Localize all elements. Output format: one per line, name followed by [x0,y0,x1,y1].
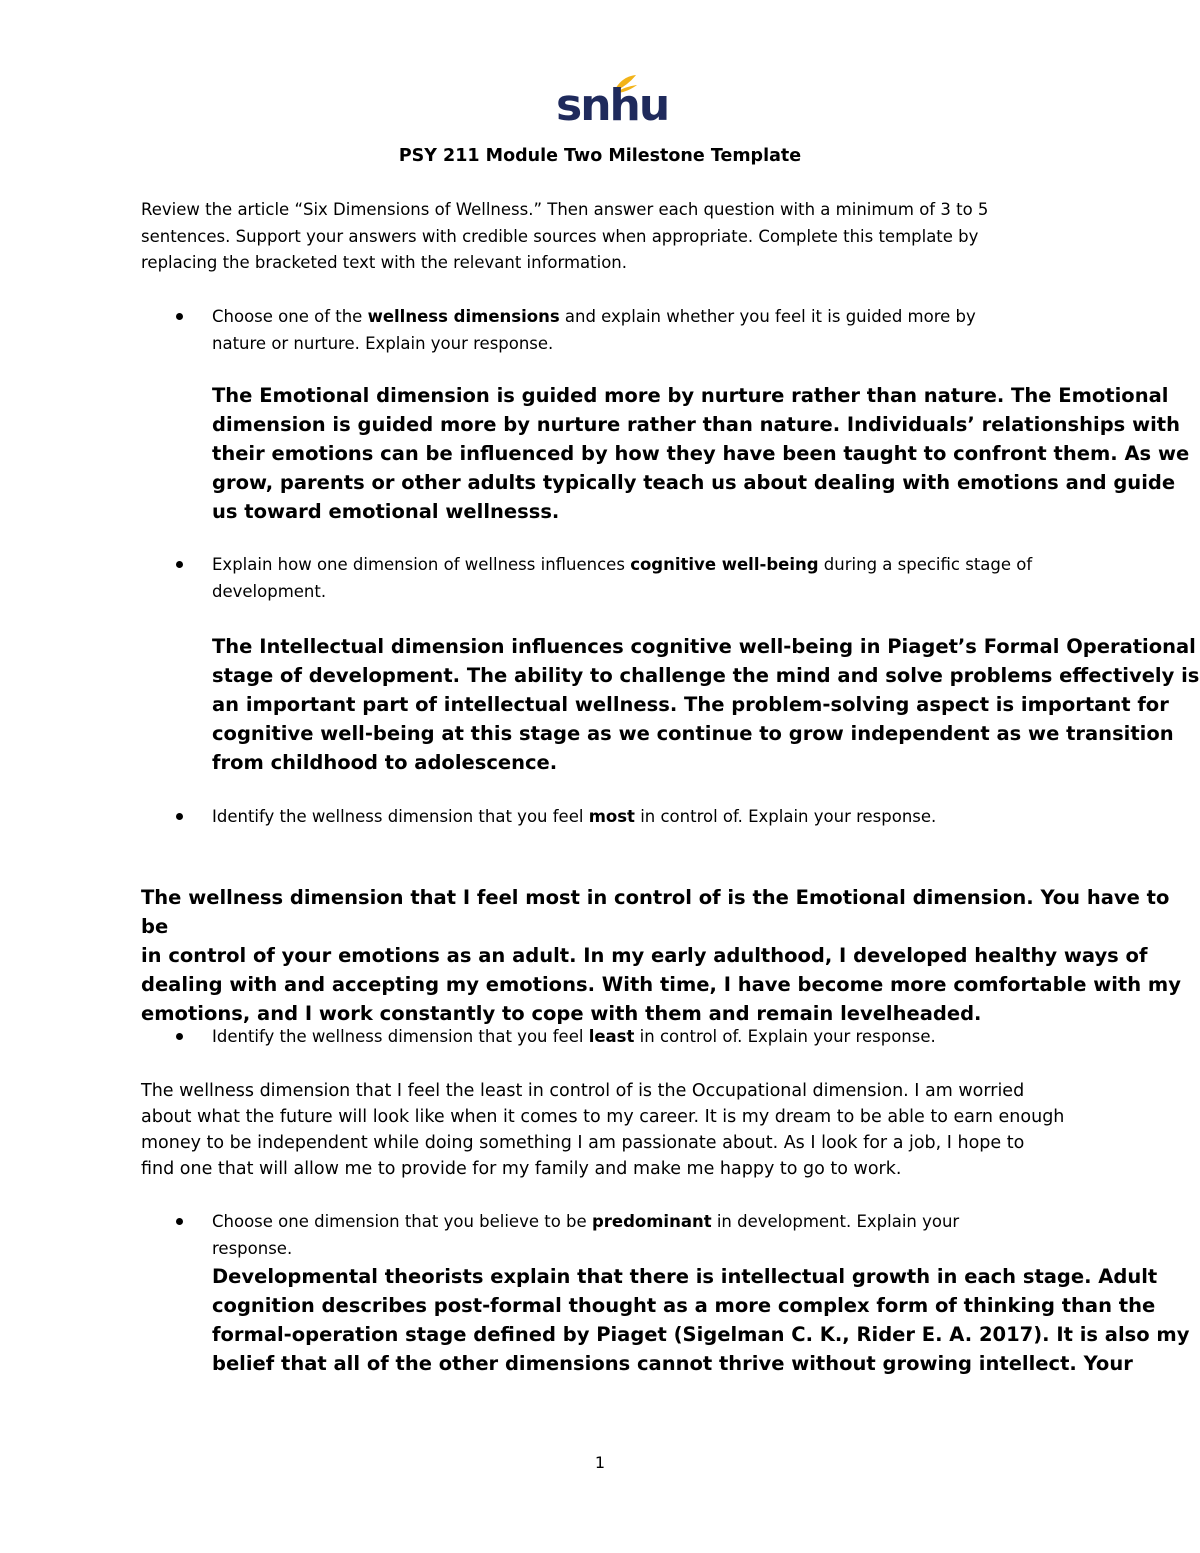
question-line: Choose one dimension that you believe to be predominant in development. Explain your [212,1212,960,1231]
answer-line: cognitive well-being at this stage as we continue to grow independent as we transition [212,722,1174,745]
answer-5 [212,1262,1189,1378]
answer-line: an important part of intellectual wellness. The problem-solving aspect is important for [212,693,1169,716]
question-line: development. [212,581,327,601]
question-line: Identify the wellness dimension that you feel most in control of. Explain your response. [212,807,937,826]
answer-line: dimension is guided more by nurture rather than nature. Individuals’ relationships with [212,413,1180,436]
answer-line: stage of development. The ability to challenge the mind and solve problems effectively is [212,664,1200,687]
answer-line: their emotions can be influenced by how they have been taught to confront them. As we [212,442,1190,465]
answer-line: find one that will allow me to provide for my family and make me happy to go to work. [141,1159,902,1179]
question-line: Explain how one dimension of wellness influences cognitive well-being during a specific stage of [212,555,1033,574]
answer-2 [212,632,1199,777]
question-1 [212,304,976,357]
intro-line: Review the article “Six Dimensions of Wellness.” Then answer each question with a minimum of 3 to 5 [141,200,989,219]
answer-line: dealing with and accepting my emotions. With time, I have become more comfortable with my [141,973,1181,996]
answer-line: The Intellectual dimension influences cognitive well-being in Piaget’s Formal Operational [212,635,1196,658]
bullet-icon [176,813,183,820]
answer-line: money to be independent while doing something I am passionate about. As I look for a job, I hope to [141,1133,1025,1153]
bullet-icon [176,313,183,320]
question-line: Identify the wellness dimension that you feel least in control of. Explain your response. [212,1027,936,1046]
bullet-icon [176,561,183,568]
answer-line: Developmental theorists explain that there is intellectual growth in each stage. Adult [212,1265,1158,1288]
answer-line: The wellness dimension that I feel the least in control of is the Occupational dimension. I am worried [141,1081,1025,1101]
intro-paragraph [141,197,988,277]
answer-4 [141,1078,1064,1182]
answer-3 [141,883,1200,1028]
snhu-logo [550,74,669,132]
question-3 [212,804,936,831]
question-2 [212,552,1032,605]
answer-line: formal-operation stage defined by Piaget (Sigelman C. K., Rider E. A. 2017). It is also my [212,1323,1190,1346]
answer-line: The Emotional dimension is guided more by nurture rather than nature. The Emotional [212,384,1169,407]
answer-line: from childhood to adolescence. [212,751,558,774]
answer-line: belief that all of the other dimensions cannot thrive without growing intellect. Your [212,1352,1133,1375]
answer-line: cognition describes post-formal thought as a more complex form of thinking than the [212,1294,1156,1317]
page-number: 1 [594,1453,606,1472]
intro-line: sentences. Support your answers with credible sources when appropriate. Complete this template by [141,226,979,246]
intro-line: replacing the bracketed text with the relevant information. [141,253,628,272]
question-5 [212,1209,959,1262]
page-title: PSY 211 Module Two Milestone Template [398,146,802,166]
answer-line: us toward emotional wellnesss. [212,500,560,523]
question-line: nature or nurture. Explain your response. [212,333,554,353]
answer-line: in control of your emotions as an adult. In my early adulthood, I developed healthy ways of [141,944,1148,967]
answer-1 [212,381,1189,526]
answer-line: The wellness dimension that I feel most in control of is the Emotional dimension. You have to be [141,886,1170,938]
snhu-logo-text: snhu [556,80,669,131]
answer-line: about what the future will look like when it comes to my career. It is my dream to be able to earn enough [141,1107,1065,1127]
question-line: response. [212,1238,293,1258]
answer-line: emotions, and I work constantly to cope with them and remain levelheaded. [141,1002,982,1025]
question-4 [212,1024,936,1051]
bullet-icon [176,1218,183,1225]
bullet-icon [176,1033,183,1040]
question-line: Choose one of the wellness dimensions and explain whether you feel it is guided more by [212,307,976,326]
answer-line: grow, parents or other adults typically teach us about dealing with emotions and guide [212,471,1176,494]
